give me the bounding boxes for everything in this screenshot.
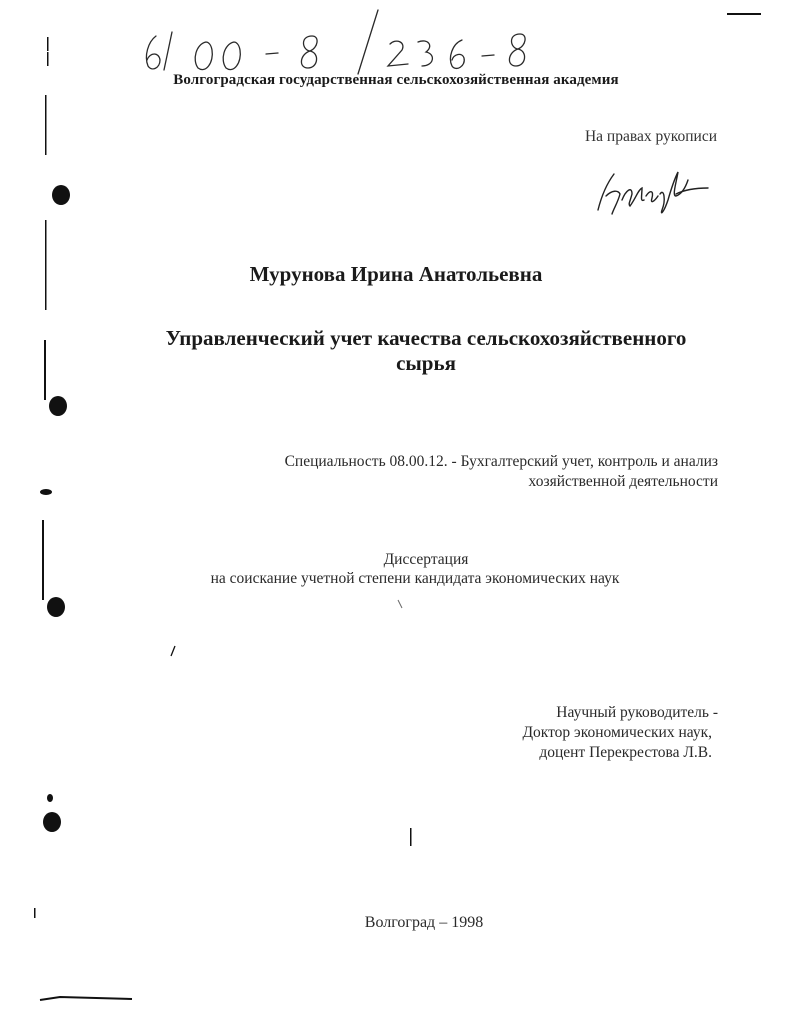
city-year: Волгоград – 1998 — [364, 914, 484, 931]
scan-dash-top — [727, 13, 761, 15]
binding-hole — [49, 396, 67, 416]
dissertation-block — [0, 550, 792, 588]
dissertation-label: Диссертация — [383, 551, 469, 568]
speciality-block — [285, 452, 718, 492]
rights-notice: На правах рукописи — [584, 128, 717, 145]
academy-name: Волгоградская государственная сельскохозяйственная академия — [173, 72, 619, 88]
dissertation-degree: на соискание учетной степени кандидата экономических наук — [210, 570, 620, 587]
supervisor-degree: Доктор экономических наук, — [522, 724, 712, 741]
supervisor-block — [522, 703, 718, 763]
supervisor-role: Научный руководитель - — [556, 704, 718, 721]
binding-hole — [52, 185, 70, 205]
author-name: Мурунова Ирина Анатольевна — [249, 262, 543, 286]
binding-hole — [47, 597, 65, 617]
thesis-title-line2: сырья — [396, 351, 456, 375]
speciality-line1: Специальность 08.00.12. - Бухгалтерский учет, контроль и анализ — [284, 453, 718, 470]
supervisor-name: доцент Перекрестова Л.В. — [539, 744, 712, 761]
scan-margin-line — [45, 95, 47, 155]
thesis-title-line1: Управленческий учет качества сельскохозяйственного — [165, 326, 687, 350]
thesis-title — [120, 326, 732, 376]
author-signature — [592, 160, 712, 220]
scan-dash-bottom — [40, 997, 132, 1000]
binding-hole — [43, 812, 61, 832]
archive-code-handwritten — [128, 6, 548, 76]
speciality-line2: хозяйственной деятельности — [528, 473, 718, 490]
